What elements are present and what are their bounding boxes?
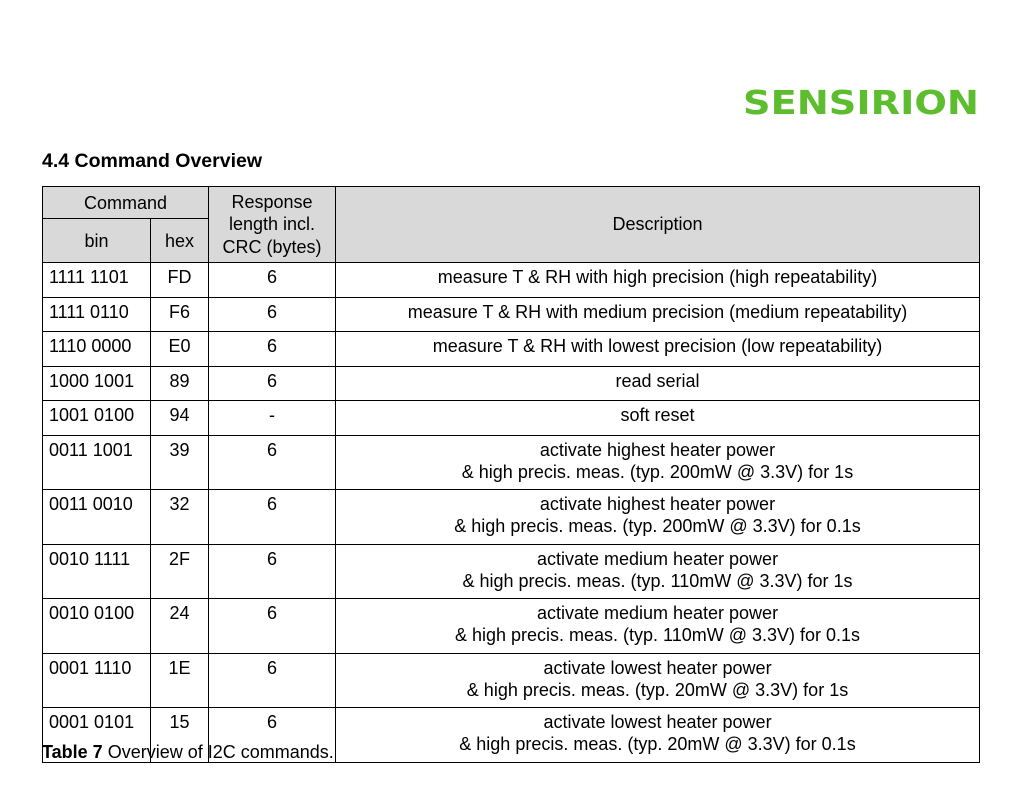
cell-bin: 1001 0100: [43, 401, 151, 436]
description-line-1: activate lowest heater power: [543, 712, 772, 732]
cell-response-length: 6: [209, 366, 336, 401]
cell-hex: 89: [151, 366, 209, 401]
description-line-1: activate medium heater power: [536, 603, 779, 623]
table-caption: [42, 741, 334, 763]
table-row: [43, 297, 980, 332]
header-hex: hex: [151, 219, 209, 263]
cell-hex: 94: [151, 401, 209, 436]
description-line-2: & high precis. meas. (typ. 110mW @ 3.3V) for 0.1s: [454, 625, 861, 645]
table-row: [43, 332, 980, 367]
cell-description: [336, 435, 980, 490]
caption-label: Table 7: [42, 742, 103, 762]
table-header: [43, 187, 980, 263]
cell-description: [336, 708, 980, 763]
description-line-2: & high precis. meas. (typ. 20mW @ 3.3V) for 1s: [466, 679, 849, 700]
table-row: [43, 544, 980, 599]
command-overview-table: [42, 186, 980, 763]
cell-hex: 2F: [151, 544, 209, 599]
cell-bin: 0001 0101: [43, 708, 151, 763]
cell-hex: 24: [151, 599, 209, 654]
description-line-2: & high precis. meas. (typ. 200mW @ 3.3V) for 1s: [461, 461, 854, 482]
cell-response-length: 6: [209, 297, 336, 332]
cell-bin: 0010 0100: [43, 599, 151, 654]
sensirion-logo: [743, 84, 979, 120]
cell-description: [336, 653, 980, 708]
description-line-1: measure T & RH with lowest precision (low repeatability): [432, 336, 883, 356]
cell-description: [336, 263, 980, 298]
header-command: Command: [43, 187, 209, 219]
table-row: [43, 263, 980, 298]
table-row: [43, 599, 980, 654]
cell-hex: 15: [151, 708, 209, 763]
cell-bin: 0010 1111: [43, 544, 151, 599]
cell-description: [336, 332, 980, 367]
description-line-1: measure T & RH with high precision (high repeatability): [437, 267, 878, 287]
caption-text: Overview of I2C commands.: [102, 742, 334, 762]
header-bin: bin: [43, 219, 151, 263]
cell-hex: F6: [151, 297, 209, 332]
cell-bin: 1000 1001: [43, 366, 151, 401]
description-line-1: soft reset: [620, 405, 695, 425]
cell-response-length: 6: [209, 653, 336, 708]
cell-description: [336, 366, 980, 401]
cell-response-length: 6: [209, 435, 336, 490]
cell-bin: 1111 0110: [43, 297, 151, 332]
description-line-1: read serial: [615, 370, 700, 391]
table-body: [43, 263, 980, 763]
cell-response-length: 6: [209, 599, 336, 654]
table-row: [43, 366, 980, 401]
table-row: [43, 401, 980, 436]
header-description: Description: [336, 187, 980, 263]
logo-text: SENSIRION: [743, 84, 979, 120]
section-heading: 4.4 Command Overview: [42, 150, 263, 172]
description-line-2: & high precis. meas. (typ. 200mW @ 3.3V) for 0.1s: [454, 516, 861, 536]
cell-response-length: 6: [209, 332, 336, 367]
header-response-line-2: length incl.: [228, 214, 316, 235]
cell-response-length: 6: [209, 708, 336, 763]
cell-hex: FD: [151, 263, 209, 298]
description-line-1: activate highest heater power: [539, 439, 776, 460]
cell-description: [336, 297, 980, 332]
cell-hex: 32: [151, 490, 209, 545]
cell-response-length: -: [209, 401, 336, 436]
cell-response-length: 6: [209, 490, 336, 545]
cell-bin: 1110 0000: [43, 332, 151, 367]
cell-bin: 0001 1110: [43, 653, 151, 708]
cell-response-length: 6: [209, 263, 336, 298]
cell-description: [336, 490, 980, 545]
cell-hex: 1E: [151, 653, 209, 708]
cell-hex: 39: [151, 435, 209, 490]
cell-bin: 0011 1001: [43, 435, 151, 490]
header-response-line-1: Response: [231, 191, 313, 212]
cell-bin: 1111 1101: [43, 263, 151, 298]
header-response-line-3: CRC (bytes): [222, 236, 322, 257]
cell-bin: 0011 0010: [43, 490, 151, 545]
cell-description: [336, 599, 980, 654]
description-line-1: activate medium heater power: [536, 548, 779, 569]
cell-hex: E0: [151, 332, 209, 367]
cell-description: [336, 544, 980, 599]
cell-description: [336, 401, 980, 436]
description-line-1: activate lowest heater power: [543, 657, 772, 678]
table-row: [43, 490, 980, 545]
header-response-length: [209, 187, 336, 263]
description-line-1: activate highest heater power: [539, 494, 776, 514]
description-line-2: & high precis. meas. (typ. 110mW @ 3.3V) for 1s: [462, 570, 853, 591]
table-row: [43, 435, 980, 490]
cell-response-length: 6: [209, 544, 336, 599]
description-line-1: measure T & RH with medium precision (medium repeatability): [407, 301, 908, 322]
description-line-2: & high precis. meas. (typ. 20mW @ 3.3V) for 0.1s: [459, 734, 856, 754]
table-row: [43, 653, 980, 708]
